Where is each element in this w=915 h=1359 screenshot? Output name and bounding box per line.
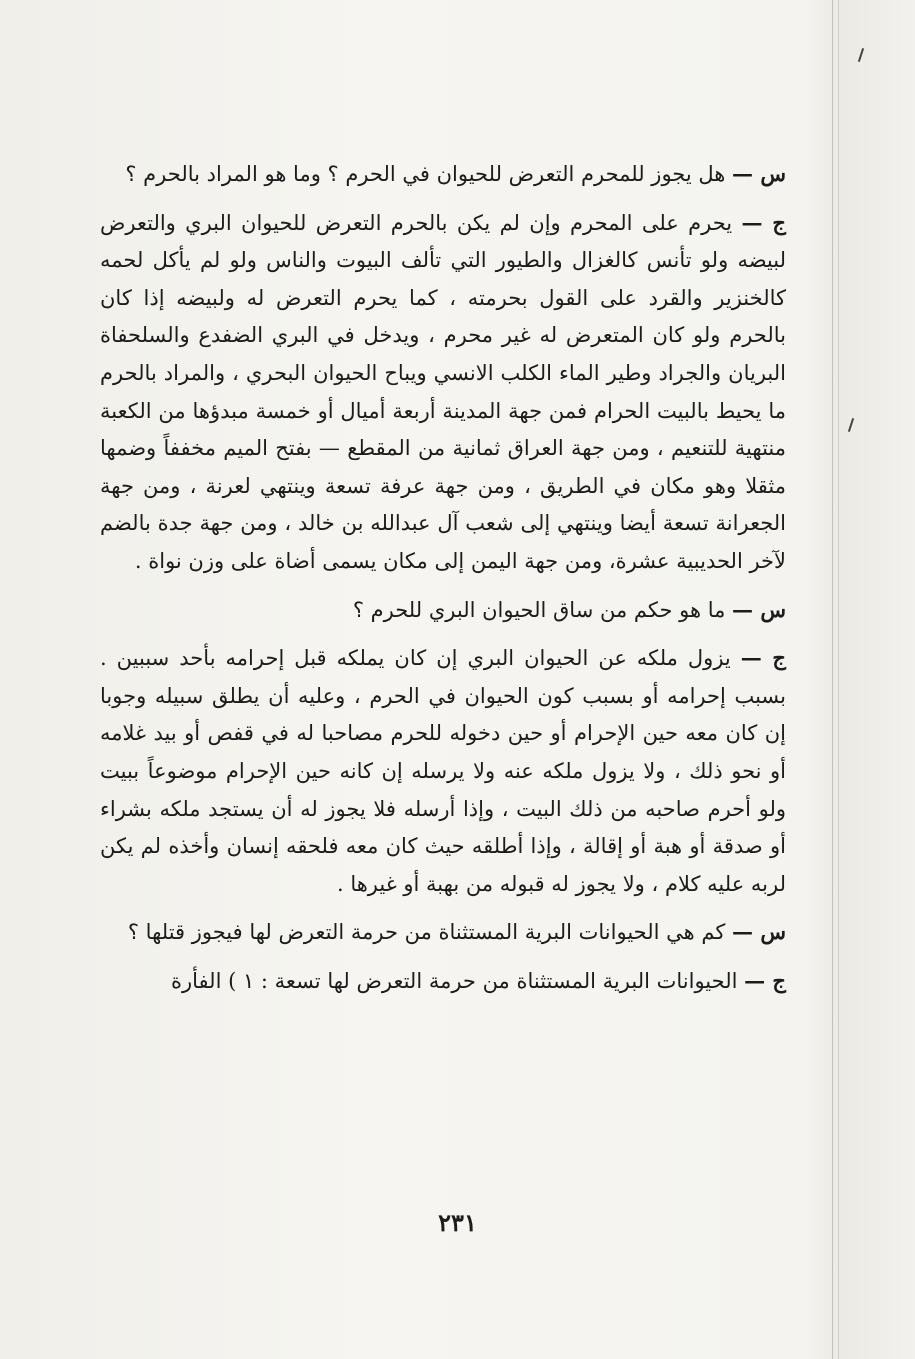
question-text: كم هي الحيوانات البرية المستثناة من حرمة التعرض لها فيجوز قتلها ؟ <box>127 920 726 945</box>
question-text: هل يجوز للمحرم التعرض للحيوان في الحرم ؟ وما هو المراد بالحرم ؟ <box>125 162 726 186</box>
answer-paragraph <box>100 962 786 1001</box>
answer-paragraph <box>100 639 786 903</box>
answer-text: يحرم على المحرم وإن لم يكن بالحرم التعرض للحيوان البري والتعرض لبيضه ولو تأنس كالغزال والطيور التي تألف البيوت والناس ولو لم يأكل لحمه كالخنزير والقرد على القول بحرمته ، كما يحرم التعرض له ولبيضه إذا كان بالحرم ولو كان المتعرض له غير محرم ، ويدخل في البري الضفدع والسلحفاة البريان والجراد وطير الماء الكلب الانسي ويباح الحيوان البحري ، والمراد بالحرم ما يحيط بالبيت الحرام فمن جهة المدينة أربعة أميال أو خمسة مبدؤها من الكعبة منتهية للتنعيم ، ومن جهة العراق ثمانية من المقطع — بفتح الميم مخففاً وضمها مثقلا وهو مكان في الطريق ، ومن جهة عرفة تسعة وينتهي لعرنة ، ومن جهة الجعرانة تسعة أيضا وينتهي إلى شعب آل عبدالله بن خالد ، ومن جهة جدة بالضم لآخر الحديبية عشرة، ومن جهة اليمن إلى مكان يسمى أضاة على وزن نواة . <box>100 210 786 573</box>
answer-text: يزول ملكه عن الحيوان البري إن كان يملكه قبل إحرامه بأحد سببين . بسبب إحرامه أو بسبب كون الحيوان في الحرم ، وعليه أن يطلق سبيله وجوبا إن كان معه حين الإحرام أو حين دخوله للحرم مصاحبا له في قفص أو بيد غلامه أو نحو ذلك ، ولا يزول ملكه عنه ولا يرسله إن كانه حين الإحرام موضوعاً ببيت ولو أحرم صاحبه من ذلك البيت ، وإذا أرسله فلا يجوز له أن يستجد ملكه بشراء أو صدقة أو هبة أو إقالة ، وإذا أطلقه حيث كان معه فلحقه إنسان وأخذه لم يكن لربه عليه كلام ، ولا يجوز له قبوله من بهبة أو غيرها . <box>100 646 786 896</box>
question-label: س — <box>732 919 786 945</box>
question-label: س — <box>732 596 786 622</box>
answer-label: ج — <box>741 209 786 235</box>
answer-paragraph <box>100 204 786 581</box>
binding-gutter-line <box>832 0 833 1359</box>
question-text: ما هو حكم من ساق الحيوان البري للحرم ؟ <box>352 597 726 622</box>
question-label: س — <box>732 161 786 186</box>
answer-label: ج — <box>744 967 786 993</box>
scan-mark <box>858 48 864 62</box>
page-body <box>100 155 786 1010</box>
page-number: ٢٣١ <box>438 1208 477 1237</box>
binding-gutter-line <box>838 0 839 1359</box>
question-paragraph <box>100 591 786 630</box>
answer-text: الحيوانات البرية المستثناة من حرمة التعرض لها تسعة : ١ ) الفأرة <box>171 968 738 993</box>
question-paragraph <box>100 155 786 194</box>
question-paragraph <box>100 913 786 952</box>
scan-mark <box>848 418 854 432</box>
answer-label: ج — <box>740 645 786 671</box>
